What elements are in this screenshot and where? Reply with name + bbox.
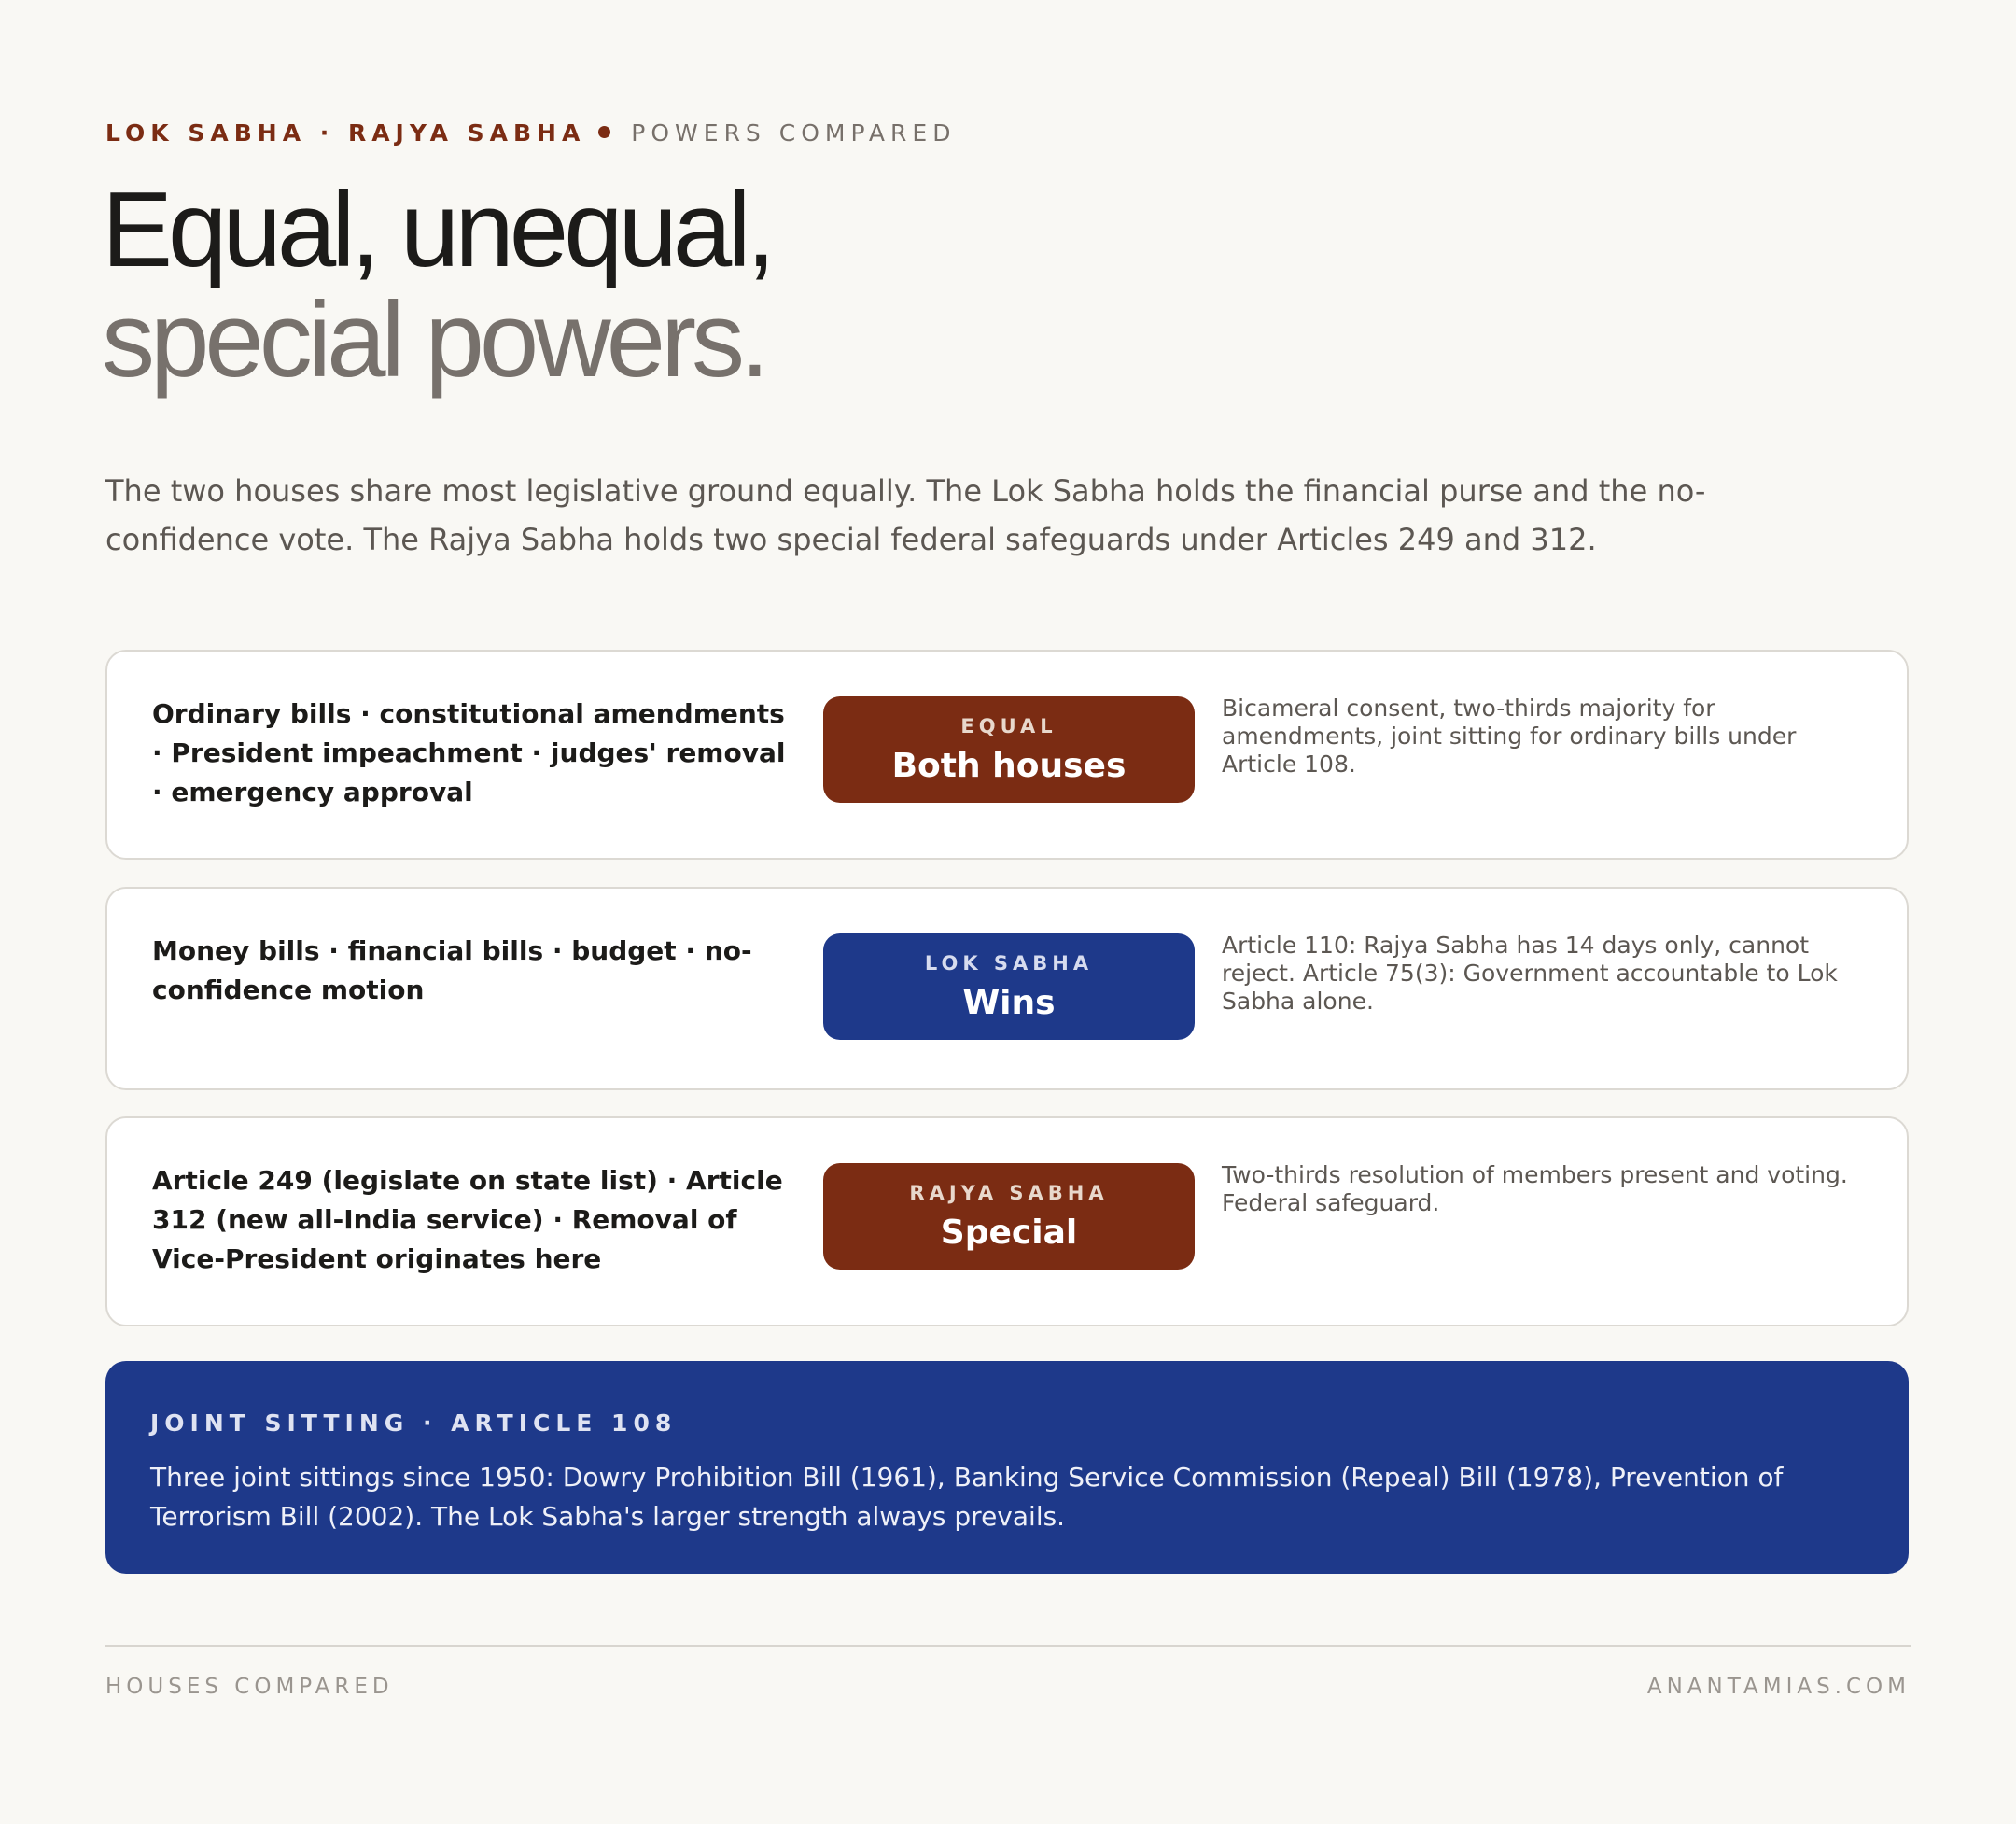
power-row-equal (105, 650, 1909, 860)
verdict-tag: LOK SABHA (924, 952, 1094, 975)
page-title (102, 171, 772, 400)
footer-divider (105, 1645, 1911, 1647)
footer-site-link[interactable]: ANANTAMIAS.COM (1646, 1675, 1911, 1699)
callout-body: Three joint sittings since 1950: Dowry Prohibition Bill (1961), Banking Service Commission (Repeal) Bill (1978), Prevention of Terrorism Bill (2002). The Lok Sabha's larger strength always prevails. (150, 1462, 1784, 1532)
row-subjects: Ordinary bills · constitutional amendments · President impeachment · judges' removal · emergency approval (152, 698, 786, 807)
callout-title: JOINT SITTING · ARTICLE 108 (150, 1410, 678, 1437)
eyebrow-topic: POWERS COMPARED (631, 119, 957, 147)
lede-paragraph: The two houses share most legislative ground equally. The Lok Sabha holds the financial purse and the no-confidence vote. The Rajya Sabha holds two special federal safeguards under Articles 249 and 312. (105, 473, 1706, 557)
eyebrow-houses: LOK SABHA · RAJYA SABHA (105, 119, 586, 147)
row-subjects: Money bills · financial bills · budget · no-confidence motion (152, 935, 752, 1005)
eyebrow (105, 119, 956, 147)
title-line-1: Equal, unequal, (102, 171, 772, 289)
verdict-tag: EQUAL (960, 715, 1057, 737)
row-note: Article 110: Rajya Sabha has 14 days only, cannot reject. Article 75(3): Government accountable to Lok Sabha alone. (1222, 932, 1838, 1015)
verdict-tag: RAJYA SABHA (909, 1182, 1109, 1204)
verdict-value: Both houses (891, 747, 1127, 785)
power-row-rajya-sabha (105, 1116, 1909, 1326)
row-subjects: Article 249 (legislate on state list) · Article 312 (new all-India service) · Removal of Vice-President originates here (152, 1165, 783, 1274)
verdict-pill (823, 696, 1195, 803)
joint-sitting-callout (105, 1361, 1909, 1574)
power-row-lok-sabha (105, 887, 1909, 1090)
verdict-pill (823, 933, 1195, 1040)
footer-label: HOUSES COMPARED (105, 1675, 394, 1699)
title-line-2: special powers. (102, 281, 765, 400)
verdict-value: Special (940, 1214, 1078, 1252)
bullet-dot-icon (598, 126, 610, 138)
row-note: Two-thirds resolution of members present and voting. Federal safeguard. (1222, 1161, 1848, 1216)
row-note: Bicameral consent, two-thirds majority for amendments, joint sitting for ordinary bills under Article 108. (1222, 695, 1797, 778)
verdict-value: Wins (962, 984, 1056, 1022)
verdict-pill (823, 1163, 1195, 1270)
